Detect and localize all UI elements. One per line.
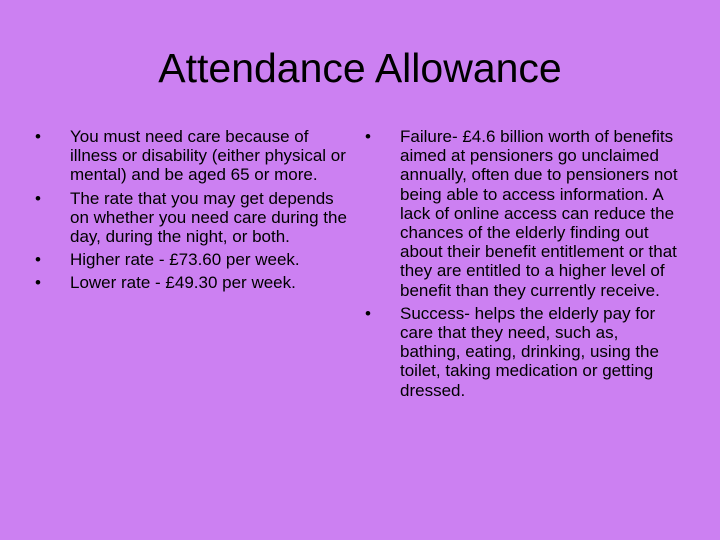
left-bullet-list: [35, 127, 350, 293]
bullet-marker: •: [365, 127, 371, 146]
bullet-text: The rate that you may get depends on whether you need care during the day, during the night, or both.: [70, 188, 347, 247]
list-item: [365, 127, 680, 300]
right-bullet-list: [365, 127, 680, 400]
bullet-text: You must need care because of illness or disability (either physical or mental) and be aged 65 or more.: [70, 127, 346, 185]
list-item: [35, 189, 350, 247]
bullet-marker: •: [35, 250, 41, 270]
list-item: [365, 304, 680, 400]
bullet-marker: •: [35, 273, 41, 293]
list-item: [35, 127, 350, 185]
bullet-text: Failure- £4.6 billion worth of benefits aimed at pensioners go unclaimed annually, often due to pensioners not being able to access information. A lack of online access can reduce the chances of the elderly finding out about their benefit entitlement or that they are entitled to a higher level of benefit than they currently receive.: [400, 127, 678, 300]
left-column: [35, 127, 350, 297]
bullet-marker: •: [35, 127, 41, 146]
right-column: [365, 127, 680, 404]
bullet-text: Higher rate - £73.60 per week.: [70, 250, 300, 270]
bullet-text: Lower rate - £49.30 per week.: [70, 273, 296, 293]
bullet-marker: •: [35, 188, 41, 208]
bullet-text: Success- helps the elderly pay for care that they need, such as, bathing, eating, drinking, using the toilet, taking medication or getting dressed.: [400, 303, 659, 400]
list-item: [35, 250, 350, 269]
slide-title: Attendance Allowance: [158, 45, 562, 91]
bullet-marker: •: [365, 303, 371, 323]
list-item: [35, 273, 350, 292]
